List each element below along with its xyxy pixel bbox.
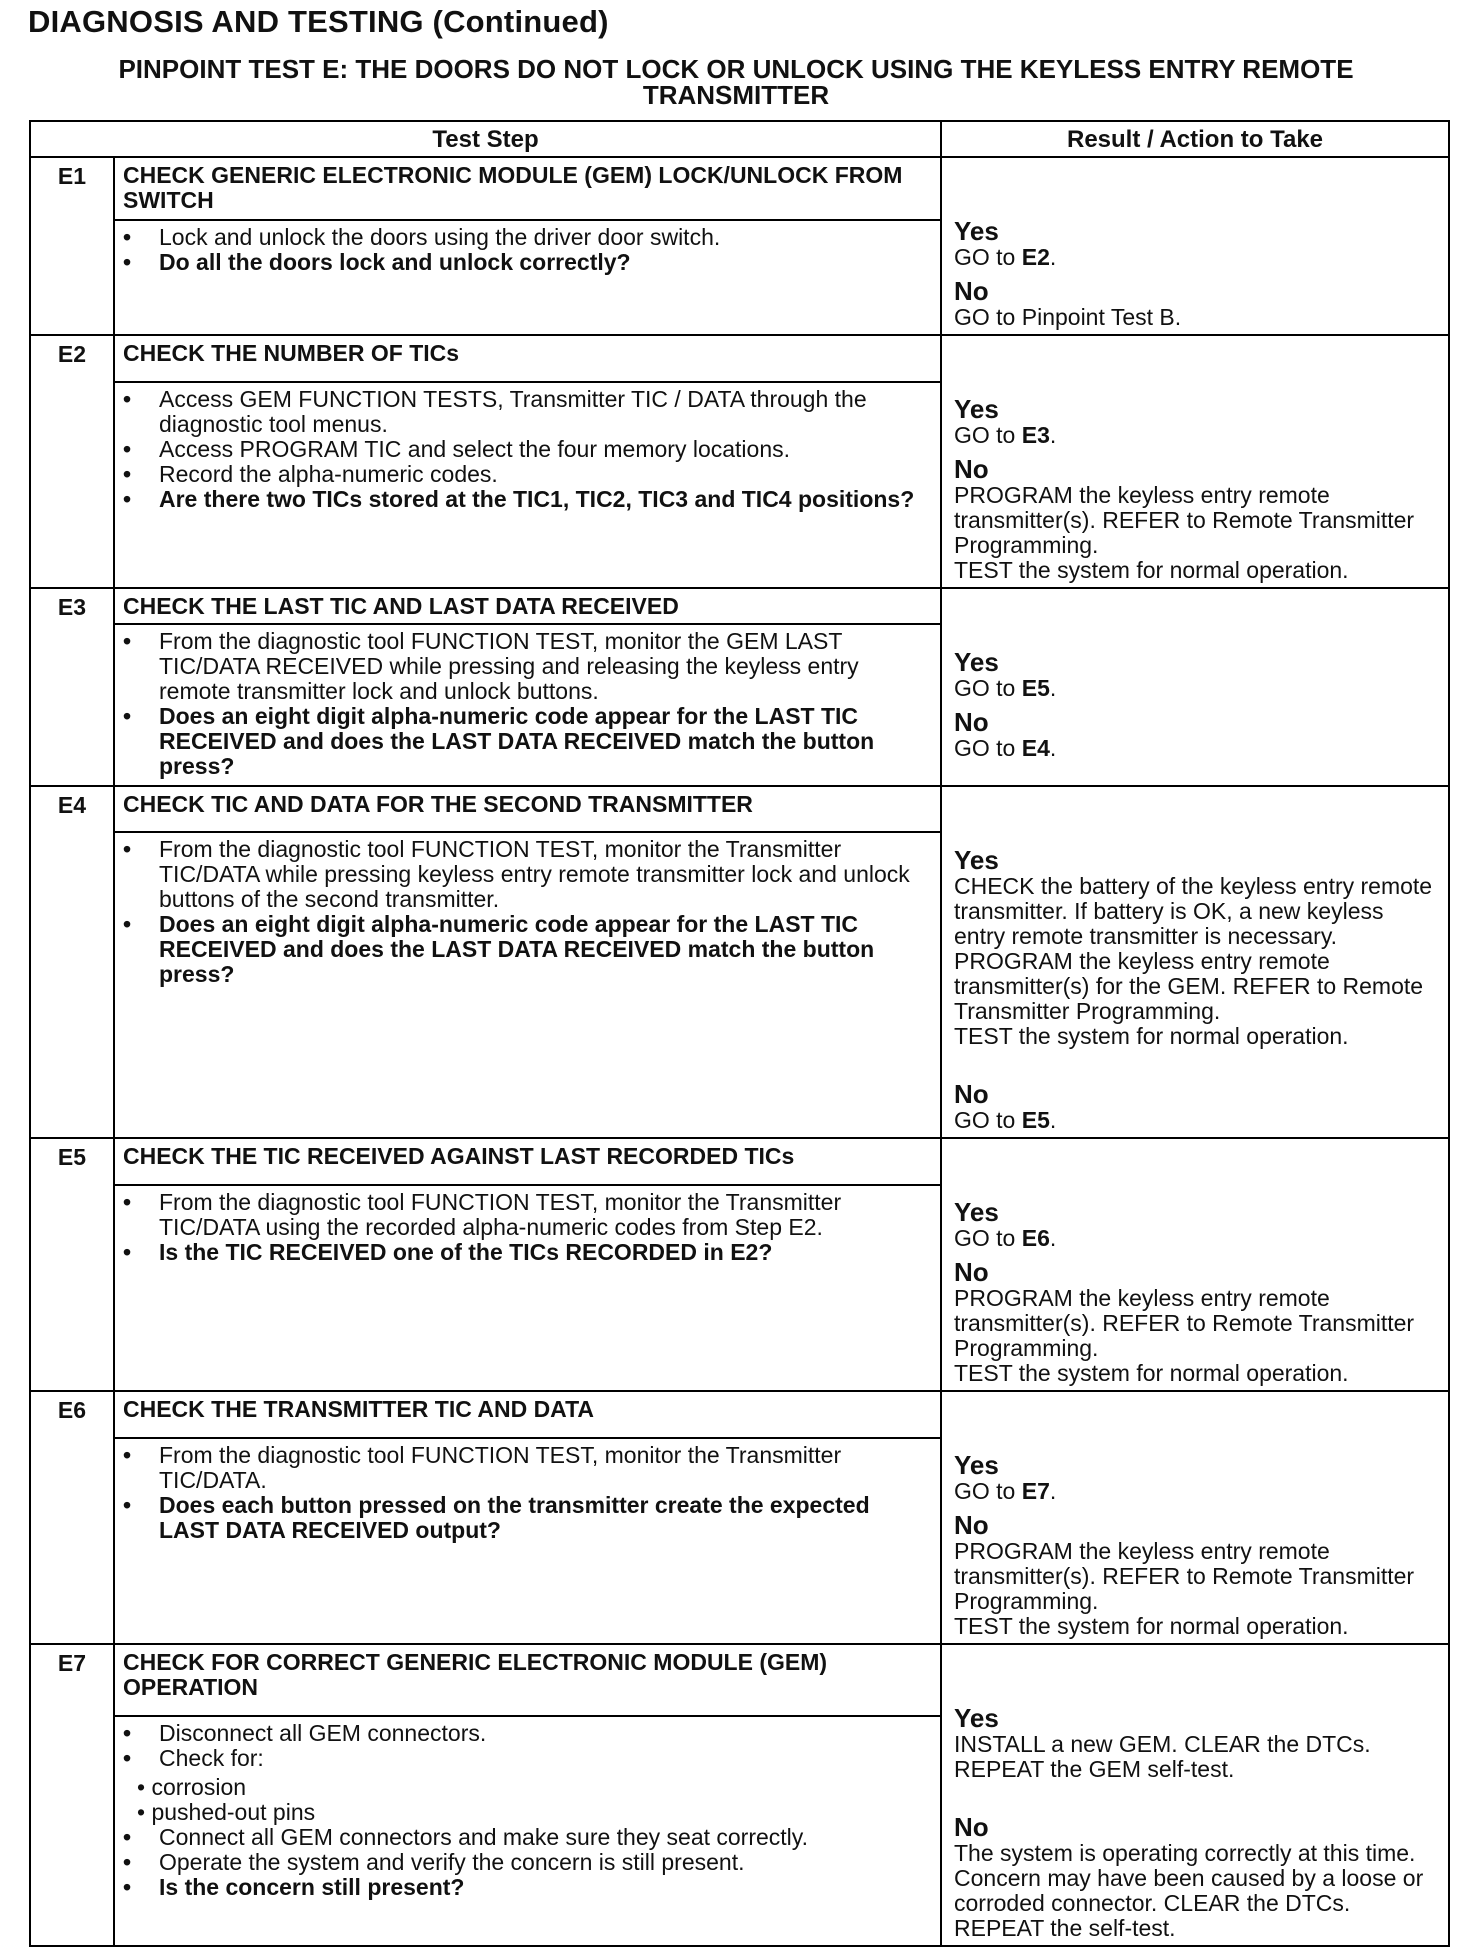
no-action-text: GO to Pinpoint Test B. (954, 304, 1182, 330)
bullet-text: Lock and unlock the doors using the driver door switch. (159, 223, 721, 250)
step-id: E4 (30, 786, 114, 1138)
yes-label: Yes (954, 845, 999, 875)
no-step-ref: E4 (1021, 735, 1050, 761)
yes-action (954, 423, 1440, 448)
pinpoint-test-table (29, 120, 1450, 1947)
yes-label: Yes (954, 1703, 999, 1733)
step-result (941, 786, 1449, 1138)
step-title-row (30, 786, 1449, 832)
no-action (954, 483, 1440, 558)
test-title: PINPOINT TEST E: THE DOORS DO NOT LOCK OR UNLOCK USING THE KEYLESS ENTRY REMOTE TRANSMITTER (118, 54, 1354, 110)
sub-list (137, 1775, 930, 1825)
step-id: E6 (30, 1391, 114, 1644)
step-result (941, 1644, 1449, 1946)
step-procedure (114, 382, 941, 588)
bullet-text: Does each button pressed on the transmitter create the expected LAST DATA RECEIVED output? (159, 1491, 870, 1543)
bullet-text: Connect all GEM connectors and make sure they seat correctly. (159, 1823, 808, 1850)
no-action-text: GO to (954, 735, 1022, 761)
no-label: No (954, 1510, 989, 1540)
no-label: No (954, 707, 989, 737)
step-id: E2 (30, 335, 114, 588)
step-bullets (115, 625, 940, 785)
step-question (159, 704, 930, 779)
no-step-ref: E5 (1021, 1107, 1050, 1133)
step-bullets (115, 833, 940, 993)
yes-action (954, 1732, 1440, 1782)
step-question (159, 487, 930, 512)
bullet-text: Is the TIC RECEIVED one of the TICs RECORDED in E2? (159, 1238, 773, 1265)
page-title: DIAGNOSIS AND TESTING (Continued) (28, 4, 609, 39)
step-instruction (159, 1850, 930, 1875)
step-title-row (30, 1138, 1449, 1185)
bullet-text: Access GEM FUNCTION TESTS, Transmitter TIC / DATA through the diagnostic tool menus. (159, 385, 867, 437)
no-label: No (954, 454, 989, 484)
no-action (954, 736, 1440, 761)
no-action (954, 305, 1440, 330)
step-bullets (115, 221, 940, 281)
step-title-row (30, 1391, 1449, 1438)
yes-step-ref: E7 (1021, 1478, 1050, 1504)
bullet-text: From the diagnostic tool FUNCTION TEST, monitor the Transmitter TIC/DATA. (159, 1441, 842, 1493)
no-action-text-2: TEST the system for normal operation. (954, 557, 1349, 583)
bullet-text: Is the concern still present? (159, 1873, 465, 1900)
step-instruction (159, 1721, 930, 1746)
yes-step-ref: E3 (1021, 422, 1050, 448)
bullet-text: Does an eight digit alpha-numeric code appear for the LAST TIC RECEIVED and does the LAST DATA RECEIVED match the button press? (159, 910, 875, 987)
yes-action-end: . (1049, 1225, 1057, 1251)
bullet-text: Check for: (159, 1744, 264, 1771)
step-title-row (30, 588, 1449, 624)
step-bullets (115, 1717, 940, 1906)
step-title: CHECK THE NUMBER OF TICs (114, 335, 941, 382)
step-instruction (159, 1190, 930, 1240)
yes-action (954, 1226, 1440, 1251)
no-label: No (954, 276, 989, 306)
step-instruction (159, 225, 930, 250)
step-bullets (115, 1439, 940, 1549)
no-label: No (954, 1812, 989, 1842)
bullet-text: From the diagnostic tool FUNCTION TEST, monitor the Transmitter TIC/DATA while pressing keyless entry remote transmitter lock and unlock buttons of the second transmitter. (159, 835, 910, 912)
step-question (159, 912, 930, 987)
step-title-row (30, 1644, 1449, 1716)
yes-label: Yes (954, 1197, 999, 1227)
yes-action-text: INSTALL a new GEM. CLEAR the DTCs. REPEAT the GEM self-test. (954, 1731, 1371, 1782)
yes-action-text: GO to (954, 1478, 1022, 1504)
step-procedure (114, 1438, 941, 1644)
bullet-text: Record the alpha-numeric codes. (159, 460, 498, 487)
no-action (954, 1841, 1440, 1941)
step-question (159, 1493, 930, 1543)
yes-action-end: . (1049, 422, 1057, 448)
step-instruction (159, 462, 930, 487)
step-instruction (159, 837, 930, 912)
yes-action-text: CHECK the battery of the keyless entry remote transmitter. If battery is OK, a new keyless entry remote transmitter is necessary. PROGRAM the keyless entry remote transmitter(s) for the GEM. REFER to Remote Transmitter Programming. (954, 873, 1433, 1024)
yes-step-ref: E2 (1021, 244, 1050, 270)
step-procedure (114, 832, 941, 1138)
step-instruction (137, 1744, 930, 1825)
no-action (954, 1108, 1440, 1133)
col-result-action: Result / Action to Take (941, 121, 1449, 157)
step-procedure (114, 1185, 941, 1391)
step-procedure (114, 624, 941, 786)
yes-label: Yes (954, 647, 999, 677)
step-title: CHECK THE TIC RECEIVED AGAINST LAST RECORDED TICs (114, 1138, 941, 1185)
steps-body (30, 157, 1449, 1946)
bullet-text: Disconnect all GEM connectors. (159, 1719, 487, 1746)
step-title: CHECK FOR CORRECT GENERIC ELECTRONIC MODULE (GEM) OPERATION (114, 1644, 941, 1716)
yes-label: Yes (954, 1450, 999, 1480)
step-title: CHECK GENERIC ELECTRONIC MODULE (GEM) LOCK/UNLOCK FROM SWITCH (114, 157, 941, 220)
sub-list-item: • corrosion (137, 1773, 247, 1800)
step-id: E1 (30, 157, 114, 335)
no-action-text: The system is operating correctly at this time. Concern may have been caused by a loose or corroded connector. CLEAR the DTCs. REPEAT the self-test. (954, 1840, 1424, 1941)
no-action-end: . (1049, 735, 1057, 761)
step-title: CHECK TIC AND DATA FOR THE SECOND TRANSMITTER (114, 786, 941, 832)
col-test-step: Test Step (30, 121, 941, 157)
table-header-row (30, 121, 1449, 157)
step-title-row (30, 335, 1449, 382)
step-id: E7 (30, 1644, 114, 1946)
step-procedure (114, 220, 941, 335)
bullet-text: Access PROGRAM TIC and select the four memory locations. (159, 435, 791, 462)
step-instruction (159, 1825, 930, 1850)
yes-action-end: . (1049, 1478, 1057, 1504)
step-title: CHECK THE TRANSMITTER TIC AND DATA (114, 1391, 941, 1438)
step-bullets (115, 383, 940, 518)
no-action (954, 1286, 1440, 1361)
yes-label: Yes (954, 394, 999, 424)
yes-action-text: GO to (954, 422, 1022, 448)
no-action-text: PROGRAM the keyless entry remote transmitter(s). REFER to Remote Transmitter Programming. (954, 1538, 1415, 1614)
yes-action-text: GO to (954, 244, 1022, 270)
no-action-text-2: TEST the system for normal operation. (954, 1360, 1349, 1386)
yes-step-ref: E5 (1021, 675, 1050, 701)
step-result (941, 1391, 1449, 1644)
step-id: E3 (30, 588, 114, 786)
step-instruction (159, 437, 930, 462)
yes-action-end: . (1049, 675, 1057, 701)
yes-label: Yes (954, 216, 999, 246)
step-procedure (114, 1716, 941, 1946)
bullet-text: Operate the system and verify the concern is still present. (159, 1848, 745, 1875)
step-instruction (159, 387, 930, 437)
step-result (941, 335, 1449, 588)
no-action-text: GO to (954, 1107, 1022, 1133)
bullet-text: Are there two TICs stored at the TIC1, TIC2, TIC3 and TIC4 positions? (159, 485, 915, 512)
no-label: No (954, 1257, 989, 1287)
step-question (159, 1875, 930, 1900)
bullet-text: From the diagnostic tool FUNCTION TEST, monitor the GEM LAST TIC/DATA RECEIVED while pressing and releasing the keyless entry remote transmitter lock and unlock buttons. (159, 628, 859, 704)
no-label: No (954, 1079, 989, 1109)
step-title-row (30, 157, 1449, 220)
no-action-text: PROGRAM the keyless entry remote transmitter(s). REFER to Remote Transmitter Programming. (954, 1285, 1415, 1361)
step-question (159, 250, 930, 275)
step-bullets (115, 1186, 940, 1271)
bullet-text: From the diagnostic tool FUNCTION TEST, monitor the Transmitter TIC/DATA using the recorded alpha-numeric codes from Step E2. (159, 1188, 842, 1240)
sub-list-item: • pushed-out pins (137, 1798, 316, 1825)
bullet-text: Does an eight digit alpha-numeric code appear for the LAST TIC RECEIVED and does the LAST DATA RECEIVED match the button press? (159, 703, 875, 779)
yes-action-text: GO to (954, 675, 1022, 701)
no-action-end: . (1049, 1107, 1057, 1133)
yes-action (954, 1479, 1440, 1504)
no-action-text-2: TEST the system for normal operation. (954, 1613, 1349, 1639)
yes-action (954, 874, 1440, 1024)
step-result (941, 157, 1449, 335)
step-instruction (159, 1443, 930, 1493)
yes-action-text: GO to (954, 1225, 1022, 1251)
yes-action-end: . (1049, 244, 1057, 270)
yes-step-ref: E6 (1021, 1225, 1050, 1251)
no-action-text: PROGRAM the keyless entry remote transmitter(s). REFER to Remote Transmitter Programming. (954, 482, 1415, 558)
no-action (954, 1539, 1440, 1614)
yes-action (954, 676, 1440, 701)
step-instruction (159, 629, 930, 704)
yes-action-text-2: TEST the system for normal operation. (954, 1023, 1349, 1049)
bullet-text: Do all the doors lock and unlock correctly? (159, 248, 631, 275)
step-result (941, 1138, 1449, 1391)
step-id: E5 (30, 1138, 114, 1391)
yes-action (954, 245, 1440, 270)
step-question (159, 1240, 930, 1265)
step-result (941, 588, 1449, 786)
step-title: CHECK THE LAST TIC AND LAST DATA RECEIVED (114, 588, 941, 624)
